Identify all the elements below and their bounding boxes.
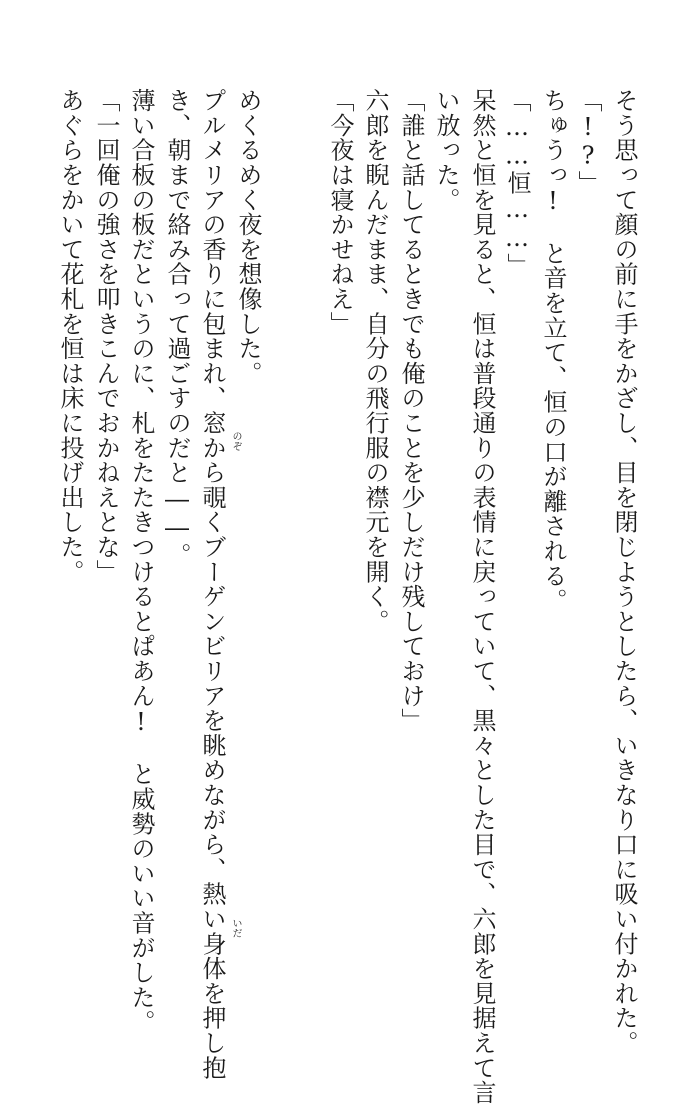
text-line: そう思って顔の前に手をかざし、目を閉じようとしたら、いきなり口に吸い付かれた。	[610, 88, 638, 1056]
text-line: 「!?」	[574, 88, 602, 196]
text-line: ちゅうっ! と音を立て、恒の口が離される。	[539, 88, 567, 613]
text-line: あぐらをかいて花札を恒は床に投げ出した。	[56, 88, 84, 584]
text-line: 六郎を睨んだまま、自分の飛行服の襟元を開く。	[361, 88, 389, 634]
text-line: 「今夜は寝かせねえ」	[326, 88, 354, 336]
text-line: めくるめく夜を想像した。	[234, 88, 262, 386]
ruby-ida: いだ	[230, 918, 241, 938]
text-line: 「一回俺の強さを叩きこんでおかねえとな」	[92, 88, 120, 584]
text-line: プルメリアの香りに包まれ、窓から覗くブーゲンビリアを眺めながら、熱い身体を押し抱	[198, 88, 226, 1080]
text-line: 薄い合板の板だというのに、札をたたきつけるとぱあん! と威勢のいい音がした。	[127, 88, 155, 1035]
text-line: 「誰と話してるときでも俺のことを少しだけ残しておけ」	[397, 88, 425, 733]
text-line: 呆然と恒を見ると、恒は普段通りの表情に戻っていて、黒々とした目で、六郎を見据えて言	[468, 88, 496, 1105]
text-line: 「……恒……」	[503, 88, 531, 278]
text-line: き、朝まで絡み合って過ごすのだと――。	[163, 88, 191, 568]
ruby-nozo: のぞ	[230, 431, 241, 451]
text-line: い放った。	[432, 88, 460, 212]
